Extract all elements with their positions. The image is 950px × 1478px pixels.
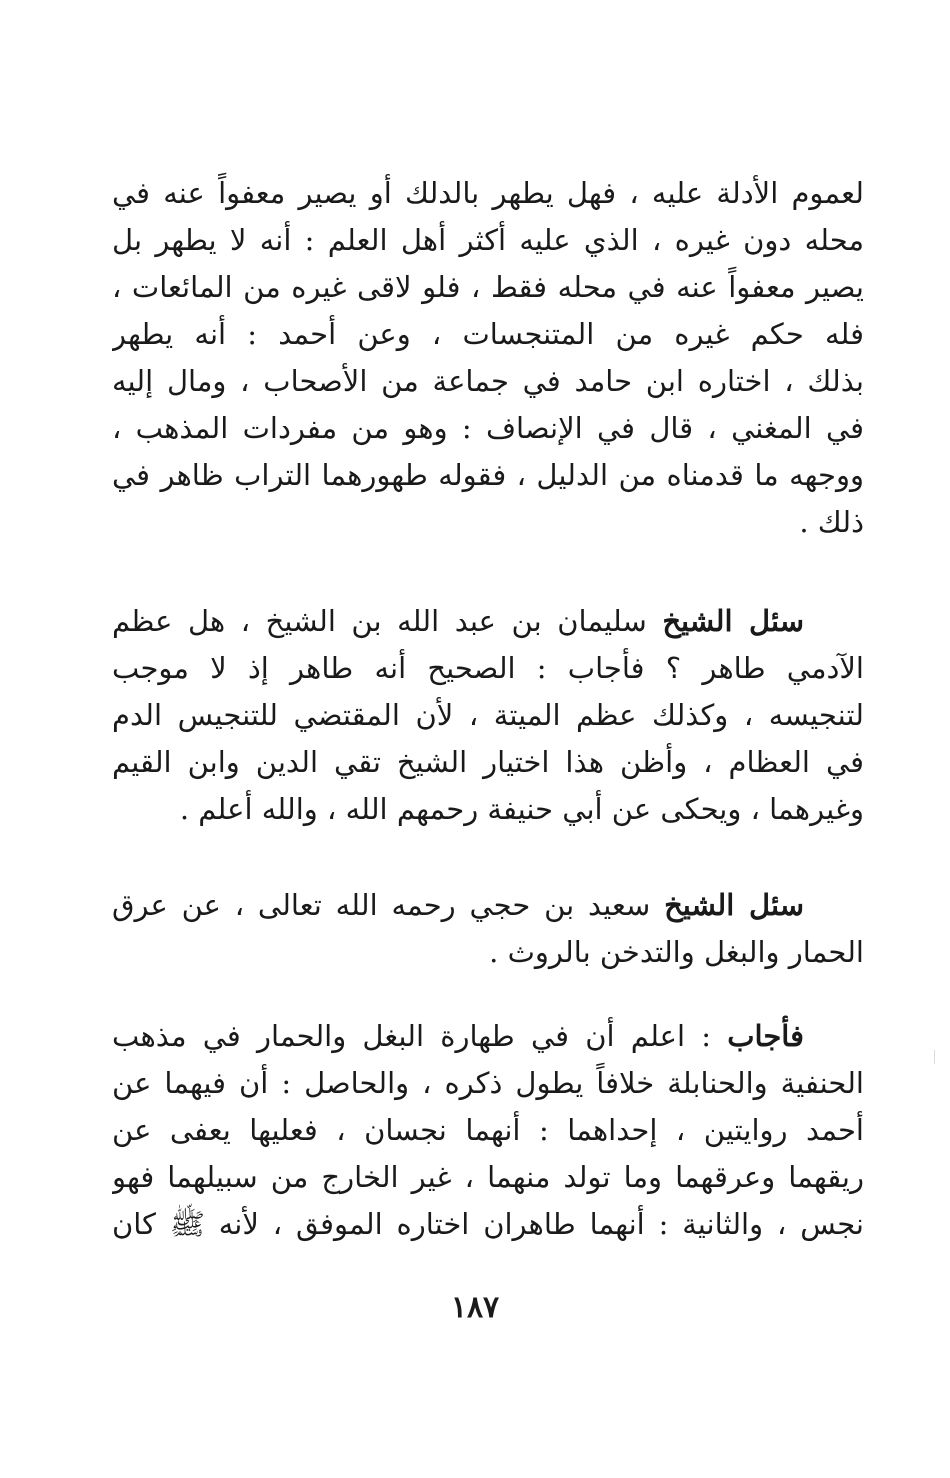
text-line: نجس ، والثانية : أنهما طاهران اختاره الموفق ، لأنه ﷺ كان bbox=[112, 1207, 864, 1241]
question-lead: سئل الشيخ bbox=[662, 604, 804, 638]
paragraph-3 bbox=[112, 882, 864, 976]
text-line: يصير معفواً عنه في محله فقط ، فلو لاقى غيره من المائعات ، bbox=[112, 270, 864, 304]
text-line bbox=[112, 598, 864, 645]
text-line: محله دون غيره ، الذي عليه أكثر أهل العلم : أنه لا يطهر بل bbox=[112, 223, 864, 257]
paragraph-1 bbox=[112, 170, 864, 546]
answer-lead: فأجاب bbox=[727, 1019, 804, 1053]
text-line bbox=[112, 882, 864, 929]
text-line: فله حكم غيره من المتنجسات ، وعن أحمد : أنه يطهر bbox=[112, 317, 864, 351]
text-line: وغيرهما ، ويحكى عن أبي حنيفة رحمهم الله ، والله أعلم . bbox=[179, 792, 864, 826]
text-line bbox=[112, 1013, 864, 1060]
text-line: ووجهه ما قدمناه من الدليل ، فقوله طهورهما التراب ظاهر في bbox=[112, 458, 864, 492]
page-number: ١٨٧ bbox=[450, 1290, 500, 1325]
question-lead: سئل الشيخ bbox=[664, 888, 804, 922]
text-line: الآدمي طاهر ؟ فأجاب : الصحيح أنه طاهر إذ لا موجب bbox=[112, 651, 864, 685]
paragraph-4 bbox=[112, 1013, 864, 1248]
text-fragment: سليمان بن عبد الله بن الشيخ ، هل عظم bbox=[112, 604, 663, 638]
text-line: في المغني ، قال في الإنصاف : وهو من مفردات المذهب ، bbox=[112, 411, 864, 445]
text-line: بذلك ، اختاره ابن حامد في جماعة من الأصحاب ، ومال إليه bbox=[112, 364, 864, 398]
text-line: ريقهما وعرقهما وما تولد منهما ، غير الخارج من سبيلهما فهو bbox=[112, 1160, 864, 1194]
text-fragment: سعيد بن حجي رحمه الله تعالى ، عن عرق bbox=[112, 888, 665, 922]
paragraph-2 bbox=[112, 598, 864, 833]
text-line: في العظام ، وأظن هذا اختيار الشيخ تقي الدين وابن القيم bbox=[112, 745, 864, 779]
text-line: الحمار والبغل والتدخن بالروث . bbox=[489, 935, 864, 969]
text-line: ذلك . bbox=[799, 505, 864, 539]
text-line: لعموم الأدلة عليه ، فهل يطهر بالدلك أو يصير معفواً عنه في bbox=[112, 176, 864, 210]
text-line: أحمد روايتين ، إحداهما : أنهما نجسان ، فعليها يعفى عن bbox=[112, 1113, 864, 1147]
text-line: الحنفية والحنابلة خلافاً يطول ذكره ، والحاصل : أن فيهما عن bbox=[112, 1066, 864, 1100]
scan-margin-mark bbox=[934, 1050, 935, 1064]
text-line: لتنجيسه ، وكذلك عظم الميتة ، لأن المقتضي للتنجيس الدم bbox=[112, 698, 864, 732]
text-fragment: : اعلم أن في طهارة البغل والحمار في مذهب bbox=[112, 1019, 728, 1053]
